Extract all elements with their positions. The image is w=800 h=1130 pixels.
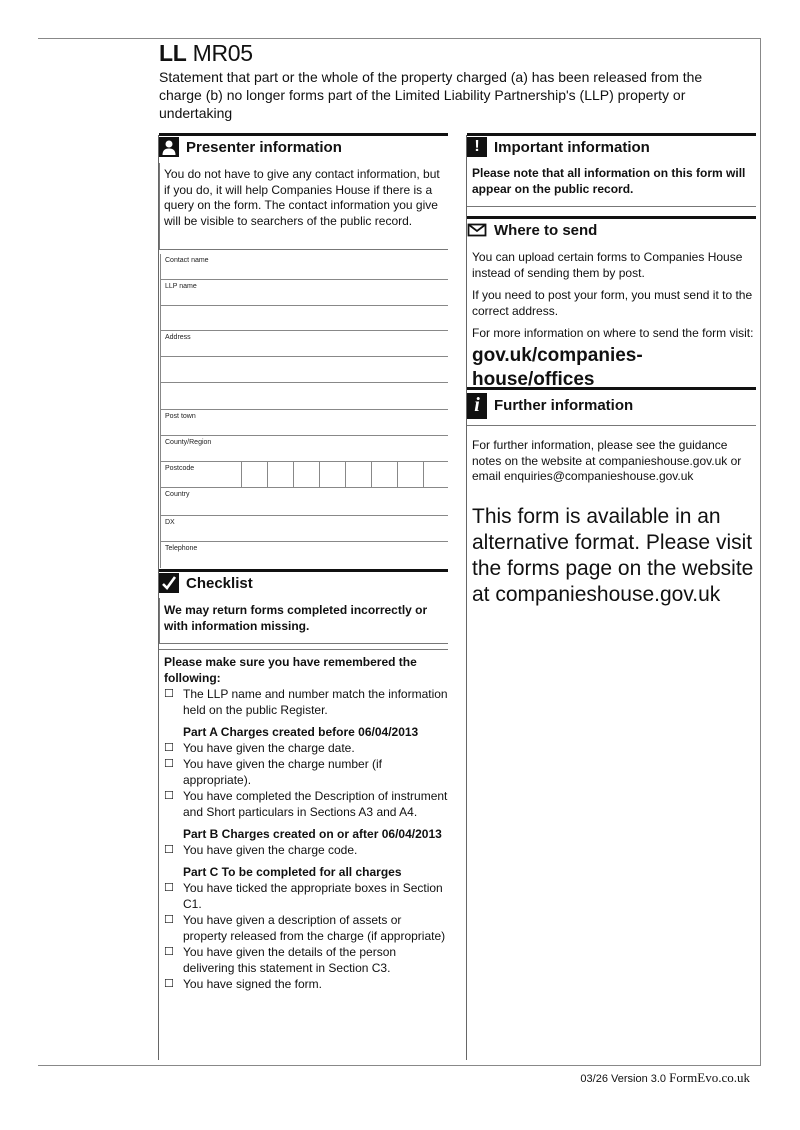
checklist-item-label: You have signed the form. (183, 977, 322, 991)
info-icon: i (467, 393, 487, 419)
form-header (159, 40, 719, 122)
post-town-label: Post town (165, 413, 196, 420)
footer (580, 1070, 750, 1086)
presenter-title: Presenter information (186, 138, 342, 156)
country-label: Country (165, 491, 190, 498)
offices-link[interactable]: gov.uk/companies-house/offices (472, 344, 643, 390)
dx-label: DX (165, 519, 175, 526)
checklist-item-label: You have given the charge number (if appropriate). (183, 757, 383, 787)
tick-icon (159, 573, 179, 593)
page-frame-bottom (38, 1065, 761, 1066)
where-to-send-title: Where to send (494, 221, 598, 239)
important-text: Please note that all information on this form will appear on the public record. (472, 166, 746, 196)
further-info-section-header (467, 387, 756, 421)
checklist-title: Checklist (186, 574, 253, 592)
post-town-field[interactable] (160, 410, 448, 436)
presenter-intro: You do not have to give any contact information, but if you do, it will help Companies House if there is a query on the form. The contact information you give will be visible to searchers of the public record. (164, 167, 440, 228)
important-rule (467, 206, 756, 207)
where-to-send-body (472, 250, 756, 392)
where-to-send-p3: For more information on where to send the form visit: (472, 326, 754, 340)
part-c-heading: Part C To be completed for all charges (183, 865, 402, 879)
checklist-item-a2[interactable] (164, 756, 448, 788)
checklist-warning: We may return forms completed incorrectly or with information missing. (164, 603, 428, 633)
county-field[interactable] (160, 436, 448, 462)
form-description: Statement that part or the whole of the property charged (a) has been released from the charge (b) no longer forms part of the Limited Liability Partnership's (LLP) property or undertaking (159, 69, 703, 121)
postcode-label: Postcode (165, 465, 195, 472)
checklist-item-b1[interactable] (164, 842, 448, 858)
checklist-remember: Please make sure you have remembered the following: (164, 655, 417, 685)
further-info-title: Further information (494, 397, 634, 414)
page-frame-top (38, 38, 761, 39)
checklist-rule (159, 649, 448, 650)
checklist-item-c3[interactable] (164, 944, 448, 976)
further-info-rule (467, 425, 756, 426)
exclamation-icon: ! (467, 137, 487, 157)
part-a-heading: Part A Charges created before 06/04/2013 (183, 725, 419, 739)
checklist-item-label: The LLP name and number match the information held on the public Register. (183, 687, 448, 717)
contact-name-label: Contact name (165, 257, 209, 264)
checkbox-icon[interactable]: ☐ (164, 758, 174, 770)
envelope-icon (467, 220, 487, 240)
llp-name-field-line-2[interactable] (160, 306, 448, 331)
llp-name-label: LLP name (165, 283, 197, 290)
checklist-body (164, 654, 448, 992)
checklist-item-c1[interactable] (164, 880, 448, 912)
checklist-item-label: You have completed the Description of instrument and Short particulars in Sections A3 and A4. (183, 789, 448, 819)
form-title (159, 40, 719, 66)
address-field-line-3[interactable] (160, 383, 448, 410)
further-info-text: For further information, please see the guidance notes on the website at companieshouse.gov.uk or email enquiries@companieshouse.gov.uk (472, 438, 742, 483)
footer-brand: FormEvo.co.uk (669, 1070, 750, 1085)
alt-format-notice: This form is available in an alternative format. Please visit the forms page on the website at companieshouse.gov.uk (472, 505, 754, 606)
form-code: MR05 (192, 40, 253, 66)
part-b-heading: Part B Charges created on or after 06/04/2013 (183, 827, 442, 841)
checklist-item-label: You have ticked the appropriate boxes in Section C1. (183, 881, 443, 911)
important-section-header (467, 133, 756, 158)
contact-name-field[interactable] (160, 254, 448, 280)
checklist-item-label: You have given a description of assets or property released from the charge (if appropriate) (183, 913, 446, 943)
middle-column-rule (466, 135, 467, 1060)
checkbox-icon[interactable]: ☐ (164, 742, 174, 754)
checklist-item-llp[interactable] (164, 686, 448, 718)
checklist-item-a1[interactable] (164, 740, 448, 756)
checkbox-icon[interactable]: ☐ (164, 790, 174, 802)
where-to-send-p2: If you need to post your form, you must send it to the correct address. (472, 288, 753, 318)
presenter-section-header (159, 133, 448, 158)
postcode-field[interactable] (160, 462, 448, 488)
checklist-item-c2[interactable] (164, 912, 448, 944)
important-title: Important information (494, 138, 650, 156)
where-to-send-section-header (467, 216, 756, 241)
form-prefix: LL (159, 40, 187, 66)
dx-field[interactable] (160, 516, 448, 542)
checkbox-icon[interactable]: ☐ (164, 946, 174, 958)
footer-version: 03/26 Version 3.0 (580, 1073, 667, 1085)
where-to-send-p1: You can upload certain forms to Companies House instead of sending them by post. (472, 250, 743, 280)
address-label: Address (165, 334, 191, 341)
telephone-field[interactable] (160, 542, 448, 568)
checkbox-icon[interactable]: ☐ (164, 688, 174, 700)
address-field-line-2[interactable] (160, 357, 448, 383)
country-field[interactable] (160, 488, 448, 516)
checklist-item-a3[interactable] (164, 788, 448, 820)
checklist-section-header (159, 569, 448, 594)
address-field[interactable] (160, 331, 448, 357)
postcode-boxes[interactable] (241, 462, 448, 487)
checklist-item-label: You have given the details of the person delivering this statement in Section C3. (183, 945, 397, 975)
checkbox-icon[interactable]: ☐ (164, 914, 174, 926)
llp-name-field[interactable] (160, 280, 448, 306)
page-frame-right (760, 38, 761, 1065)
checkbox-icon[interactable]: ☐ (164, 844, 174, 856)
checklist-item-c4[interactable] (164, 976, 448, 992)
checklist-item-label: You have given the charge code. (183, 843, 358, 857)
checkbox-icon[interactable]: ☐ (164, 882, 174, 894)
county-label: County/Region (165, 439, 212, 446)
telephone-label: Telephone (165, 545, 198, 552)
person-icon (159, 137, 179, 157)
checkbox-icon[interactable]: ☐ (164, 978, 174, 990)
checklist-item-label: You have given the charge date. (183, 741, 355, 755)
